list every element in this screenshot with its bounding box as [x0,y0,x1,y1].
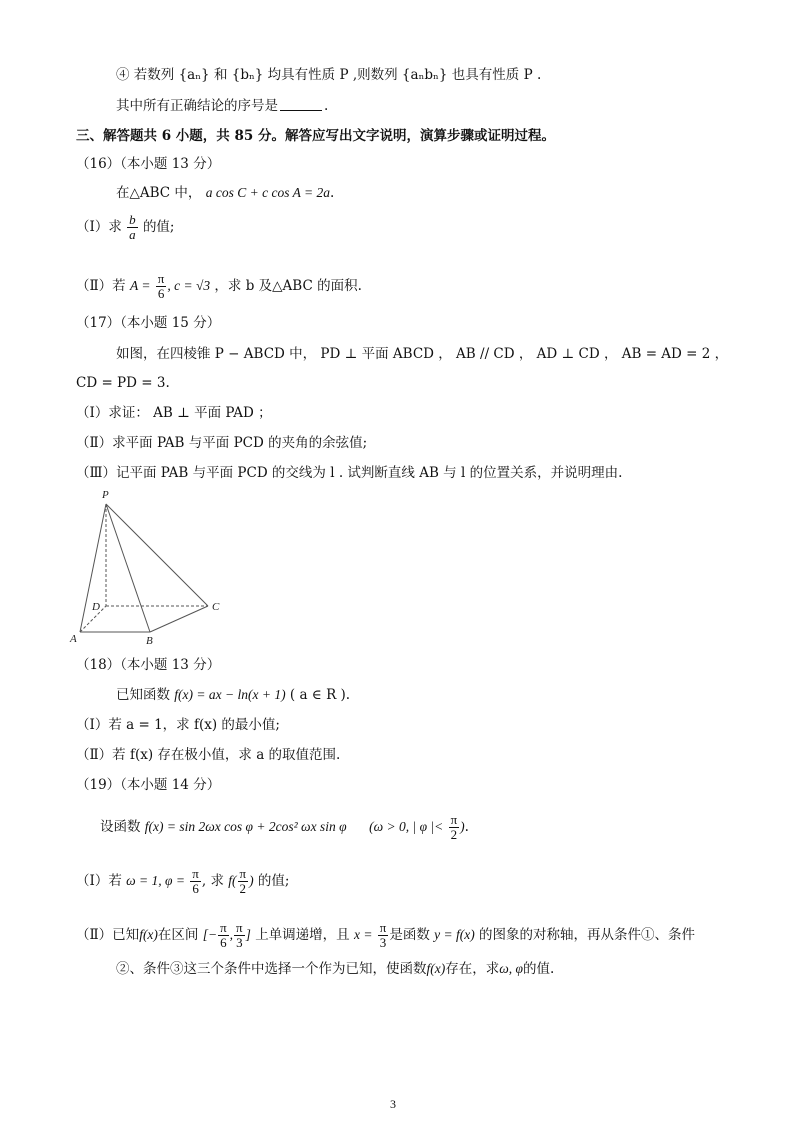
q19-heading: （19）（本小题 14 分） [76,777,221,793]
q18-stem-text: 已知函数 [116,687,170,703]
q17-stem-line1: 如图，在四棱锥 P − ABCD 中， PD ⊥ 平面 ABCD ， AB // CD ， AD ⊥ CD ， AB = AD = 2 ， [116,346,729,362]
label-P: P [102,489,109,501]
q19-axis-pi: π [379,920,387,935]
q19-axis-three: 3 [379,935,387,950]
q19-cond-two: 2 [450,827,458,842]
page-number: 3 [390,1097,396,1111]
q19-interval-close: ] [245,927,251,942]
q18-heading: （18）（本小题 13 分） [76,657,221,673]
q19-int-six: 6 [220,935,227,950]
q19-part2-c: 是函数 [389,927,430,943]
section-heading: 三、解答题共 6 小题，共 85 分。解答应写出文字说明，演算步骤或证明过程。 [76,128,555,144]
q19-p1-pi2: π [239,866,247,881]
q16-part2-end: ，求 b 及△ABC 的面积. [214,278,362,294]
edge-PB [106,504,150,632]
q19-part1-math: ω = 1, φ = [126,873,185,888]
q18-part1: （Ⅰ）若 a = 1，求 f(x) 的最小值; [76,717,280,733]
q19-part2-line2b: 存在，求 [445,961,500,977]
q17-part2: （Ⅱ）求平面 PAB 与平面 PCD 的夹角的余弦值; [76,435,368,451]
q16-part2-c: , c = √3 [167,278,211,293]
q19-part2-x: x = [353,927,373,942]
q16-part2-label: （Ⅱ）若 [76,278,126,294]
q19-part2-f: f(x) [139,927,158,942]
q16-fraction-b-over-a [127,213,138,242]
answer-prompt-end: . [324,98,329,114]
q18-function: f(x) = ax − ln(x + 1) [174,687,286,702]
q16-heading: （16）（本小题 13 分） [76,156,221,172]
q19-part1-fraction-pi-6 [190,867,201,896]
q19-part2-d: 的图象的对称轴，再从条件①、条件 [479,927,696,943]
q19-part2-line1 [76,920,695,950]
q19-interval-frac2 [234,921,245,950]
label-D: D [92,601,100,613]
q19-part1-mid: , 求 [201,873,224,889]
q17-heading: （17）（本小题 15 分） [76,315,221,331]
q19-part1 [76,866,289,896]
q19-part1-f: f( [228,873,237,888]
q16-part1 [76,212,175,242]
q16-stem-end: . [329,185,335,201]
q17-part1: （Ⅰ）求证： AB ⊥ 平面 PAD ； [76,405,272,421]
q16-part2-A: A = [129,278,151,293]
pyramid-figure [66,486,226,648]
q19-cond-pi: π [450,812,458,827]
q16-part1-label: （Ⅰ）求 [76,219,122,235]
q19-stem-end: . [464,819,469,835]
q18-stem [116,686,350,704]
q19-stem [100,812,469,842]
q19-p1-six: 6 [192,881,199,896]
q19-part1-fraction-pi-2 [238,867,249,896]
q19-part1-f-close: ) [249,873,254,888]
q18-condition: ( a ∈ R ). [289,687,351,703]
q19-fraction-pi-2 [449,813,460,842]
q19-part2-line2 [116,960,554,978]
q16-stem [116,184,334,202]
q19-part2-line2a: ②、条件③这三个条件中选择一个作为已知，使函数 [116,961,427,977]
q19-stem-text: 设函数 [100,819,141,835]
q16-six: 6 [157,286,165,301]
q19-function: f(x) = sin 2ωx cos φ + 2cos² ωx sin φ [144,819,347,834]
q19-part2-line2f: f(x) [426,961,446,976]
q16-stem-text: 在△ABC 中， [116,185,202,201]
q19-interval-open: [− [202,927,218,942]
q19-part2-line2m: ω, φ [499,961,523,976]
answer-prompt-text: 其中所有正确结论的序号是 [116,98,278,114]
q17-stem-line2: CD = PD = 3. [76,375,170,391]
q19-part1-end: 的值; [257,873,290,889]
q18-part2: （Ⅱ）若 f(x) 存在极小值，求 a 的取值范围. [76,747,341,763]
q16-part2 [76,271,362,301]
answer-prompt [116,97,328,115]
q19-condition-a: (ω > 0, | φ |< [369,819,444,834]
edge-BC [150,606,208,632]
q19-interval-comma: , [229,927,234,942]
item-4: ④ 若数列 {aₙ} 和 {bₙ} 均具有性质 P ,则数列 {aₙbₙ} 也具有性质 P . [116,67,542,83]
edge-PC [106,504,208,606]
q19-p1-two: 2 [239,881,247,896]
q16-part1-end: 的值; [142,219,175,235]
q17-part3: （Ⅲ）记平面 PAB 与平面 PCD 的交线为 l . 试判断直线 AB 与 l 的位置关系，并说明理由. [76,465,623,481]
q19-p1-pi: π [192,866,199,881]
label-A: A [70,633,77,645]
q16-frac-num: b [129,212,136,227]
label-C: C [212,601,220,613]
label-B: B [146,635,153,647]
q16-pi: π [157,271,165,286]
q19-int-pi1: π [220,920,227,935]
q19-part2-b: 上单调递增，且 [255,927,350,943]
q19-int-pi2: π [236,920,243,935]
answer-blank [280,98,322,111]
q19-part2-y: y = f(x) [434,927,475,942]
q16-fraction-pi-6 [156,272,167,301]
q19-part2-label: （Ⅱ）已知 [76,927,140,943]
q16-frac-den: a [129,227,136,242]
q19-interval-frac1 [218,921,229,950]
q16-equation: a cos C + c cos A = 2a [205,185,330,200]
q19-condition-b: ) [460,819,465,834]
q19-part2-a: 在区间 [157,927,199,943]
q19-int-three: 3 [236,935,243,950]
q19-part2-line2c: 的值. [523,961,555,977]
q19-part1-label: （Ⅰ）若 [76,873,122,889]
q19-axis-frac [378,921,389,950]
